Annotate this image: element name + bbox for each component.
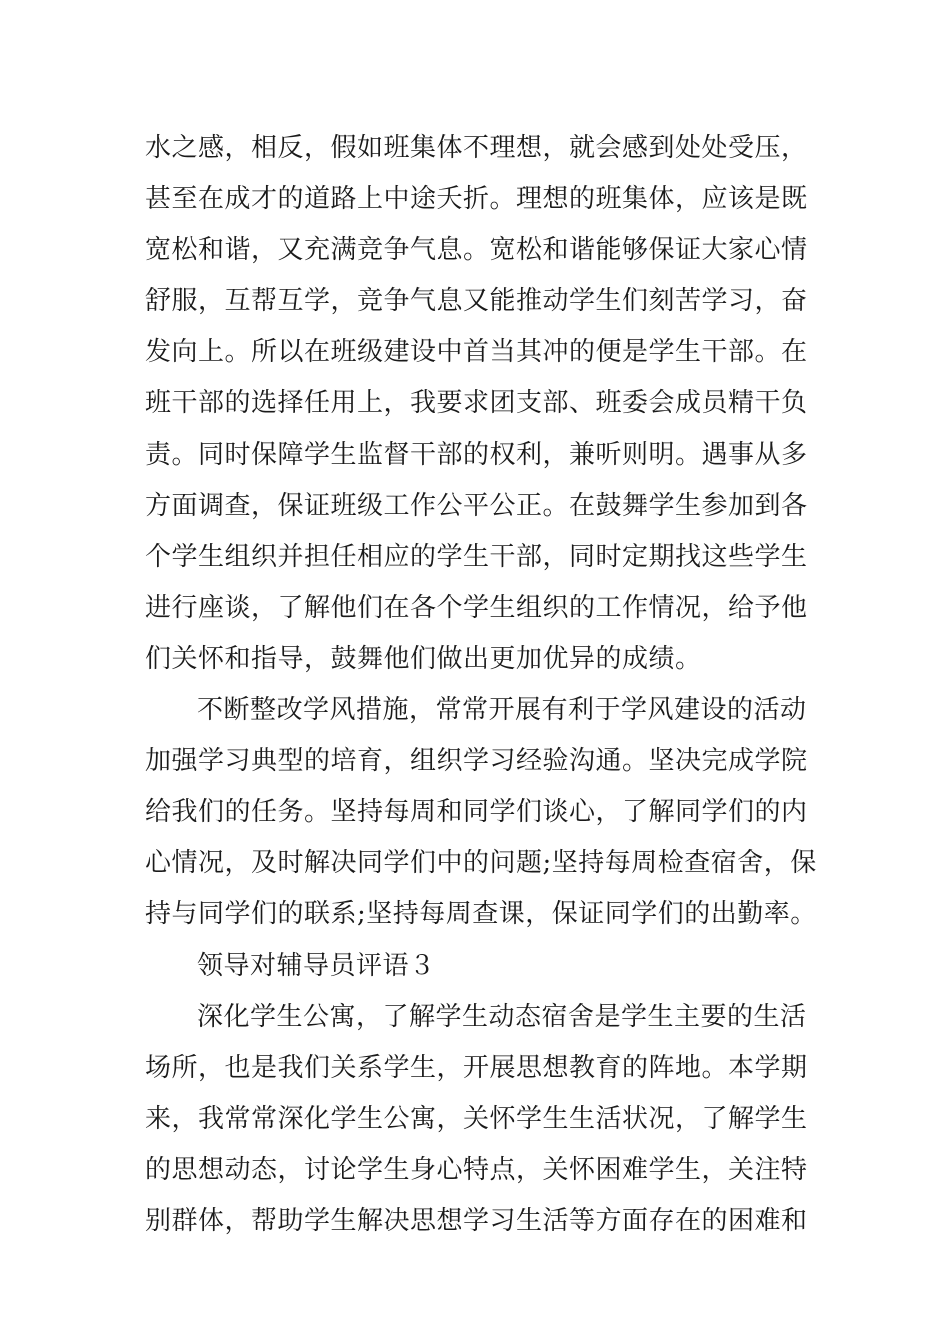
text-line: 给我们的任务。坚持每周和同学们谈心，了解同学们的内: [145, 797, 808, 828]
text-line: 场所，也是我们关系学生，开展思想教育的阵地。本学期: [145, 1052, 808, 1083]
section-heading: 领导对辅导员评语３: [197, 950, 436, 981]
paragraph-continuation: [145, 123, 815, 685]
text-line: 别群体，帮助学生解决思想学习生活等方面存在的困难和: [145, 1205, 808, 1236]
text-line: 持与同学们的联系;坚持每周查课，保证同学们的出勤率。: [145, 899, 817, 930]
text-line: 心情况，及时解决同学们中的问题;坚持每周检查宿舍，保: [145, 848, 817, 879]
text-line: 来，我常常深化学生公寓，关怀学生生活状况，了解学生: [145, 1103, 808, 1134]
text-line: 甚至在成才的道路上中途夭折。理想的班集体，应该是既: [145, 184, 808, 215]
text-line: 深化学生公寓，了解学生动态宿舍是学生主要的生活: [197, 1001, 807, 1032]
text-line: 发向上。所以在班级建设中首当其冲的便是学生干部。在: [145, 337, 808, 368]
text-line: 水之感，相反，假如班集体不理想，就会感到处处受压，: [145, 133, 808, 163]
text-line: 方面调查，保证班级工作公平公正。在鼓舞学生参加到各: [145, 490, 808, 521]
text-line: 的思想动态，讨论学生身心特点，关怀困难学生，关注特: [145, 1154, 808, 1185]
document-body: [145, 123, 815, 1247]
text-line: 们关怀和指导，鼓舞他们做出更加优异的成绩。: [145, 643, 702, 674]
text-line: 进行座谈，了解他们在各个学生组织的工作情况，给予他: [145, 592, 808, 623]
text-line: 加强学习典型的培育，组织学习经验沟通。坚决完成学院: [145, 746, 808, 777]
paragraph-dormitory: [145, 992, 815, 1247]
text-line: 班干部的选择任用上，我要求团支部、班委会成员精干负: [145, 388, 808, 419]
text-line: 不断整改学风措施，常常开展有利于学风建设的活动: [197, 695, 807, 726]
text-line: 舒服，互帮互学，竞争气息又能推动学生们刻苦学习，奋: [145, 286, 808, 317]
text-line: 宽松和谐，又充满竞争气息。宽松和谐能够保证大家心情: [145, 235, 808, 266]
paragraph-study-style: [145, 685, 815, 940]
text-line: 个学生组织并担任相应的学生干部，同时定期找这些学生: [145, 541, 808, 572]
text-line: 责。同时保障学生监督干部的权利，兼听则明。遇事从多: [145, 439, 808, 470]
